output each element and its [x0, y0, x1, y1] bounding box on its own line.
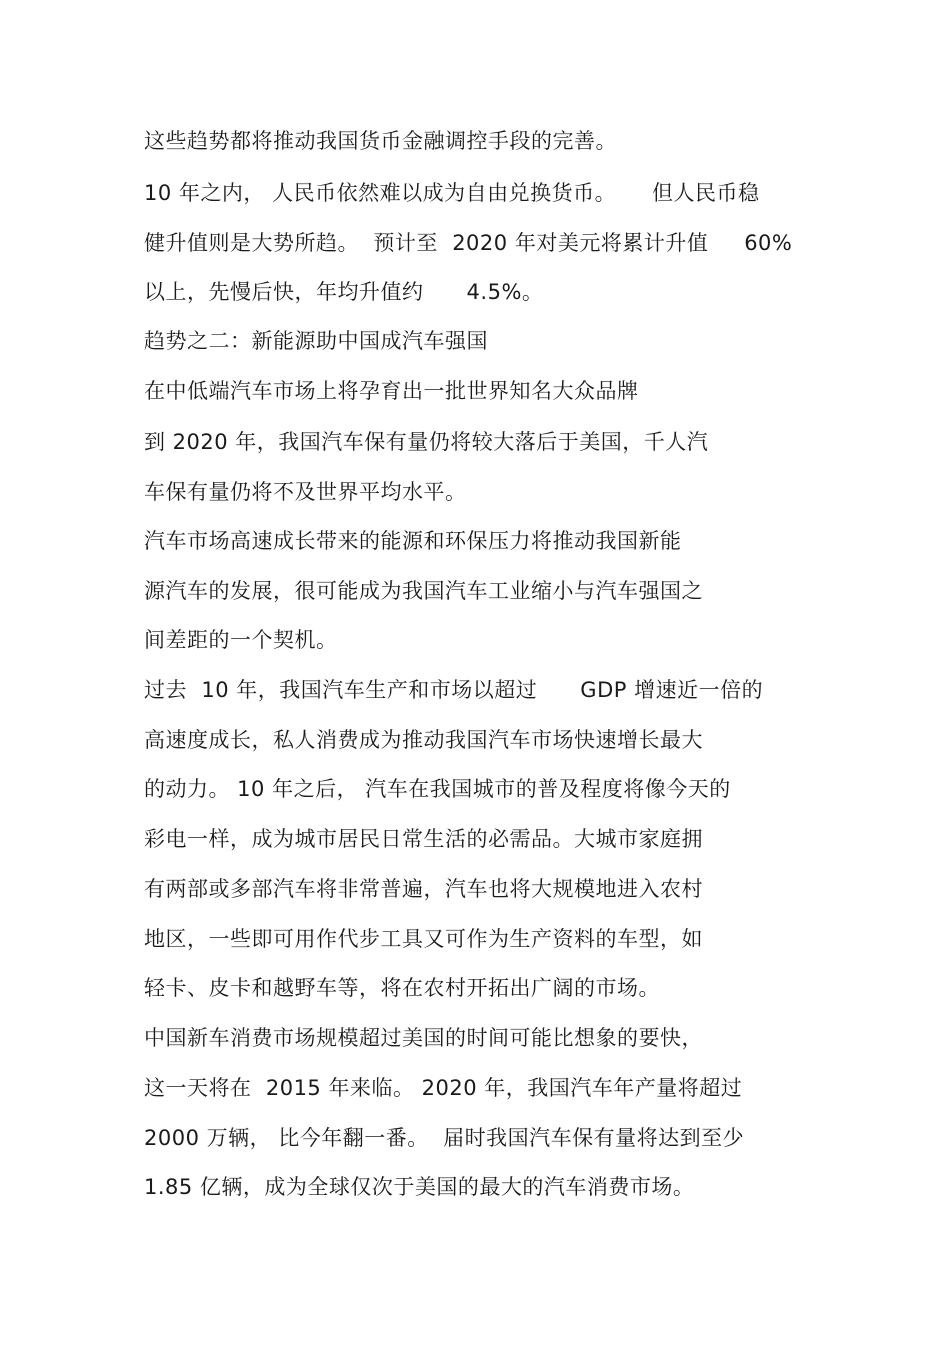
text-line: 车保有量仍将不及世界平均水平。: [144, 480, 467, 504]
text-line: 10 年之内， 人民币依然难以成为自由兑换货币。 但人民币稳: [144, 181, 760, 205]
text-line: 的动力。 10 年之后， 汽车在我国城市的普及程度将像今天的: [144, 777, 731, 801]
text-line: 这些趋势都将推动我国货币金融调控手段的完善。: [144, 129, 617, 153]
text-line: 这一天将在 2015 年来临。 2020 年，我国汽车年产量将超过: [144, 1076, 743, 1100]
text-line: 中国新车消费市场规模超过美国的时间可能比想象的要快，: [144, 1026, 703, 1050]
text-line: 源汽车的发展，很可能成为我国汽车工业缩小与汽车强国之: [144, 579, 703, 603]
text-line: 彩电一样，成为城市居民日常生活的必需品。大城市家庭拥: [144, 827, 703, 851]
text-line: 1.85 亿辆，成为全球仅次于美国的最大的汽车消费市场。: [144, 1175, 695, 1199]
section-heading: 趋势之二：新能源助中国成汽车强国: [144, 329, 488, 353]
text-line: 2000 万辆， 比今年翻一番。 届时我国汽车保有量将达到至少: [144, 1126, 745, 1150]
text-line: 轻卡、皮卡和越野车等，将在农村开拓出广阔的市场。: [144, 976, 660, 1000]
text-line: 高速度成长，私人消费成为推动我国汽车市场快速增长最大: [144, 728, 703, 752]
text-line: 过去 10 年，我国汽车生产和市场以超过 GDP 增速近一倍的: [144, 678, 764, 702]
text-line: 地区，一些即可用作代步工具又可作为生产资料的车型，如: [144, 927, 703, 951]
text-line: 间差距的一个契机。: [144, 628, 338, 652]
text-line: 到 2020 年，我国汽车保有量仍将较大落后于美国，千人汽: [144, 430, 709, 454]
text-line: 在中低端汽车市场上将孕育出一批世界知名大众品牌: [144, 379, 639, 403]
text-line: 有两部或多部汽车将非常普遍，汽车也将大规模地进入农村: [144, 877, 703, 901]
text-line: 以上，先慢后快，年均升值约 4.5%。: [144, 280, 544, 304]
text-line: 健升值则是大势所趋。 预计至 2020 年对美元将累计升值 60%: [144, 231, 793, 255]
text-line: 汽车市场高速成长带来的能源和环保压力将推动我国新能: [144, 529, 682, 553]
